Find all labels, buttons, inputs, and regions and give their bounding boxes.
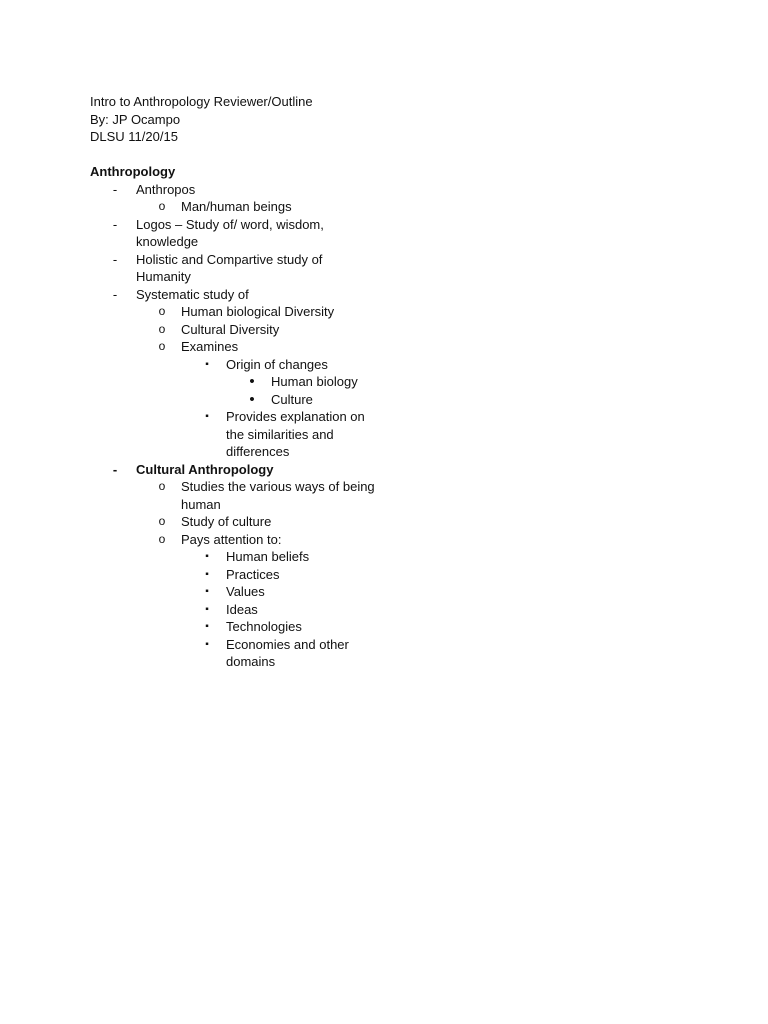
circle-bullet-icon: o (158, 514, 166, 528)
outline-item-text: Anthropos (136, 181, 196, 197)
outline-item-text: Examines (181, 339, 239, 354)
circle-bullet-icon: o (158, 321, 166, 336)
outline-item-level-4 (90, 391, 421, 409)
outline-item-text: Cultural Anthropology (136, 461, 274, 477)
outline-item-level-2 (90, 303, 376, 321)
dash-marker: - (112, 251, 118, 267)
outline-item-level-1 (90, 216, 366, 251)
square-bullet-icon: ▪ (205, 358, 209, 370)
outline-item-text: Values (226, 584, 265, 599)
dot-bullet-icon: • (249, 390, 255, 408)
square-bullet-icon: ▪ (205, 603, 209, 615)
document-header (90, 93, 313, 146)
circle-bullet-icon: o (158, 304, 166, 318)
outline-item-level-4 (90, 373, 421, 391)
outline-item-text: Human beliefs (226, 549, 310, 564)
square-bullet-icon: ▪ (205, 411, 209, 422)
outline-item-level-2 (90, 478, 376, 513)
outline-item-level-3 (90, 601, 376, 619)
outline-item-level-2 (90, 513, 376, 531)
outline-item-level-2 (90, 531, 376, 549)
outline-item-level-1 (90, 181, 366, 199)
document-title: Intro to Anthropology Reviewer/Outline (90, 94, 313, 109)
outline-item-level-3 (90, 583, 376, 601)
circle-bullet-icon: o (158, 339, 166, 353)
circle-bullet-icon: o (158, 199, 166, 213)
outline-item-level-3 (90, 548, 376, 566)
circle-bullet-icon: o (158, 531, 166, 546)
outline-item-level-2 (90, 338, 376, 356)
dot-bullet-icon: • (249, 373, 255, 390)
outline-item-level-1 (90, 286, 366, 304)
outline-item-level-3 (90, 636, 376, 671)
outline-item-text: Logos – Study of/ word, wisdom, knowledge (136, 216, 324, 249)
square-bullet-icon: ▪ (205, 586, 209, 597)
outline-item-text: Man/human beings (181, 199, 292, 214)
outline-item-level-2 (90, 198, 376, 216)
outline-item-level-3 (90, 566, 376, 584)
outline-item-text: Culture (271, 391, 313, 407)
outline-item-level-1 (90, 461, 366, 479)
outline-item-level-3 (90, 408, 376, 461)
outline-item-text: Human biology (271, 374, 358, 389)
circle-bullet-icon: o (158, 479, 166, 493)
outline-item-text: Human biological Diversity (181, 304, 335, 319)
outline-item-text: Provides explanation on the similarities and differences (226, 409, 365, 459)
square-bullet-icon: ▪ (205, 638, 209, 650)
square-bullet-icon: ▪ (205, 568, 209, 580)
outline-item-text: Study of culture (181, 514, 272, 529)
outline-item-level-1 (90, 251, 366, 286)
outline-item-text: Cultural Diversity (181, 321, 280, 337)
outline (90, 163, 390, 671)
outline-item-text: Holistic and Compartive study of Humanity (136, 251, 323, 284)
document-author: By: JP Ocampo (90, 111, 181, 127)
outline-item-text: Studies the various ways of being human (181, 479, 375, 512)
square-bullet-icon: ▪ (205, 621, 209, 632)
square-bullet-icon: ▪ (205, 551, 209, 562)
outline-item-text: Origin of changes (226, 356, 328, 372)
outline-item-text: Practices (226, 566, 280, 582)
outline-item-level-2 (90, 321, 376, 339)
outline-item-text: Economies and other domains (226, 636, 349, 669)
outline-item-text: Ideas (226, 601, 258, 617)
dash-marker: - (112, 181, 118, 197)
outline-item-level-3 (90, 618, 376, 636)
dash-marker: - (112, 286, 118, 302)
outline-items (90, 181, 390, 671)
section-title: Anthropology (90, 164, 176, 179)
outline-item-text: Systematic study of (136, 286, 249, 302)
outline-item-level-3 (90, 356, 376, 374)
outline-item-text: Pays attention to: (181, 531, 282, 547)
document-date: DLSU 11/20/15 (90, 129, 178, 144)
dash-marker: - (112, 216, 118, 232)
dash-marker: - (112, 461, 118, 477)
outline-item-text: Technologies (226, 619, 302, 634)
